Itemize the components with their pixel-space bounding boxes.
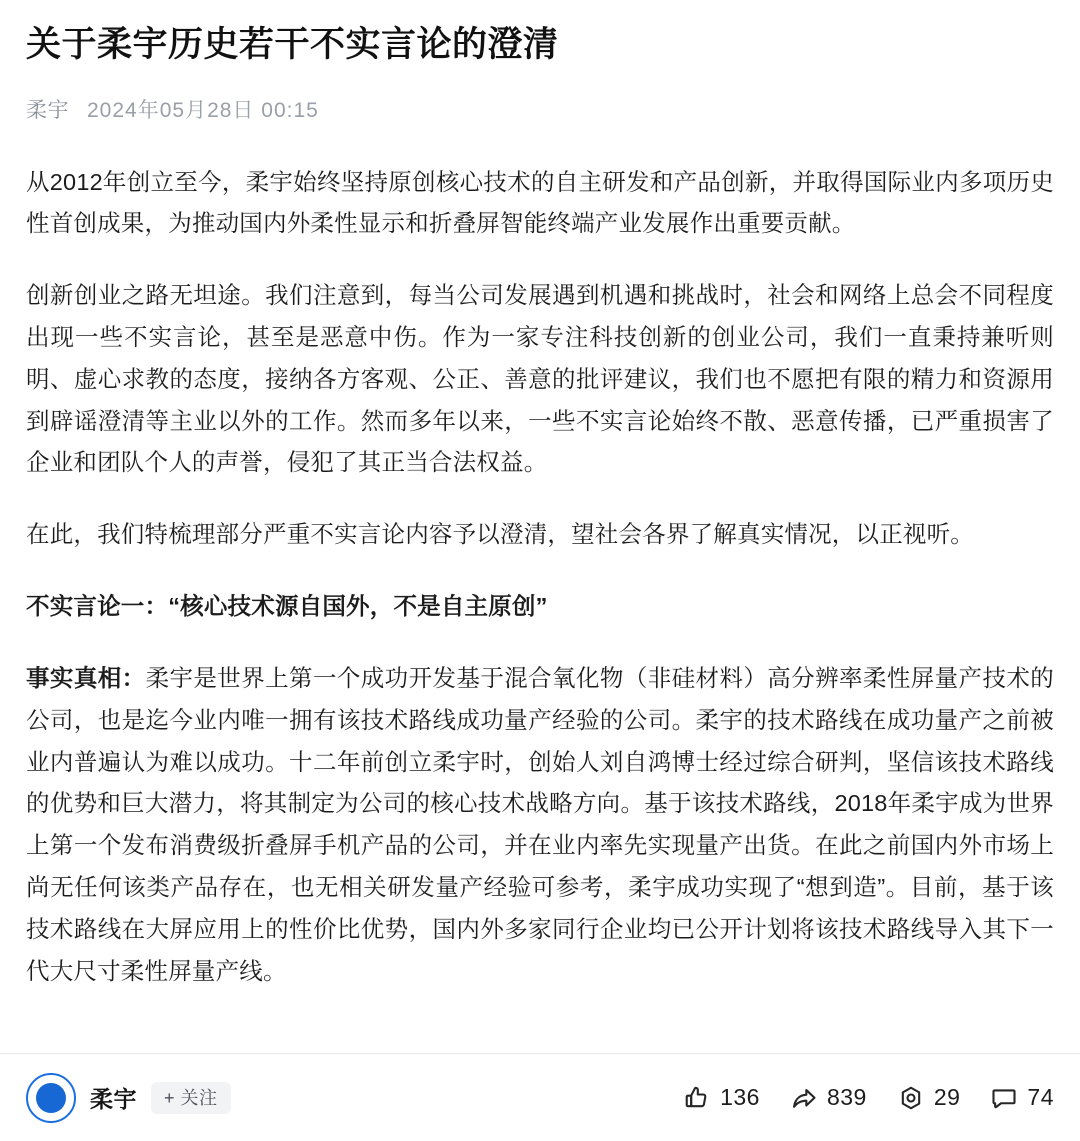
paragraph-2: 创新创业之路无坦途。我们注意到，每当公司发展遇到机遇和挑战时，社会和网络上总会不同程度出现一些不实言论，甚至是恶意中伤。作为一家专注科技创新的创业公司，我们一直秉持兼听则明、虚心求教的态度，接纳各方客观、公正、善意的批评建议，我们也不愿把有限的精力和资源用到辟谣澄清等主业以外的工作。然而多年以来，一些不实言论始终不散、恶意传播，已严重损害了企业和团队个人的声誉，侵犯了其正当合法权益。 [26,282,1054,476]
like-count: 136 [720,1084,760,1110]
fact-body-text: 柔宇是世界上第一个成功开发基于混合氧化物（非硅材料）高分辨率柔性屏量产技术的公司，也是迄今业内唯一拥有该技术路线成功量产经验的公司。柔宇的技术路线在成功量产之前被业内普遍认为难以成功。十二年前创立柔宇时，创始人刘自鸿博士经过综合研判，坚信该技术路线的优势和巨大潜力，将其制定为公司的核心技术战略方向。基于该技术路线，2018年柔宇成为世界上第一个发布消费级折叠屏手机产品的公司，并在业内率先实现量产出货。在此之前国内外市场上尚无任何该类产品存在，也无相关研发量产经验可参考，柔宇成功实现了“想到造”。目前，基于该技术路线在大屏应用上的性价比优势，国内外多家同行企业均已公开计划将该技术路线导入其下一代大尺寸柔性屏量产线。 [26,664,1054,984]
follow-button[interactable]: + 关注 [151,1082,231,1114]
paragraph-1: 从2012年创立至今，柔宇始终坚持原创核心技术的自主研发和产品创新，并取得国际业内多项历史性首创成果，为推动国内外柔性显示和折叠屏智能终端产业发展作出重要贡献。 [26,168,1054,237]
account-name[interactable]: 柔宇 [90,1086,137,1112]
claim-heading-1: 不实言论一：“核心技术源自国外，不是自主原创” [26,593,548,620]
avatar[interactable] [26,1073,76,1123]
like-stat[interactable] [683,1084,760,1112]
footer-stats-group [683,1084,1054,1112]
article-body [26,162,1054,993]
page-title: 关于柔宇历史若干不实言论的澄清 [26,25,559,64]
paragraph-3: 在此，我们特梳理部分严重不实言论内容予以澄清，望社会各界了解真实情况，以正视听。 [26,521,974,548]
comment-icon [990,1084,1018,1112]
share-icon [790,1084,818,1112]
avatar-inner-circle [36,1083,66,1113]
reward-count: 29 [933,1084,961,1110]
paragraph-5 [26,658,1054,993]
reward-icon [897,1084,925,1112]
comment-stat[interactable] [990,1084,1054,1112]
share-count: 839 [826,1084,867,1110]
reward-stat[interactable] [897,1084,961,1112]
comment-count: 74 [1027,1084,1054,1110]
fact-lead-label: 事实真相： [26,664,146,691]
article-footer-bar [0,1053,1080,1141]
article-author[interactable]: 柔宇 [26,98,69,122]
footer-account-group [26,1073,231,1123]
article-date: 2024年05月28日 00:15 [87,98,319,122]
share-stat[interactable] [790,1084,867,1112]
article-meta [26,94,1054,124]
thumbs-up-icon [683,1084,711,1112]
